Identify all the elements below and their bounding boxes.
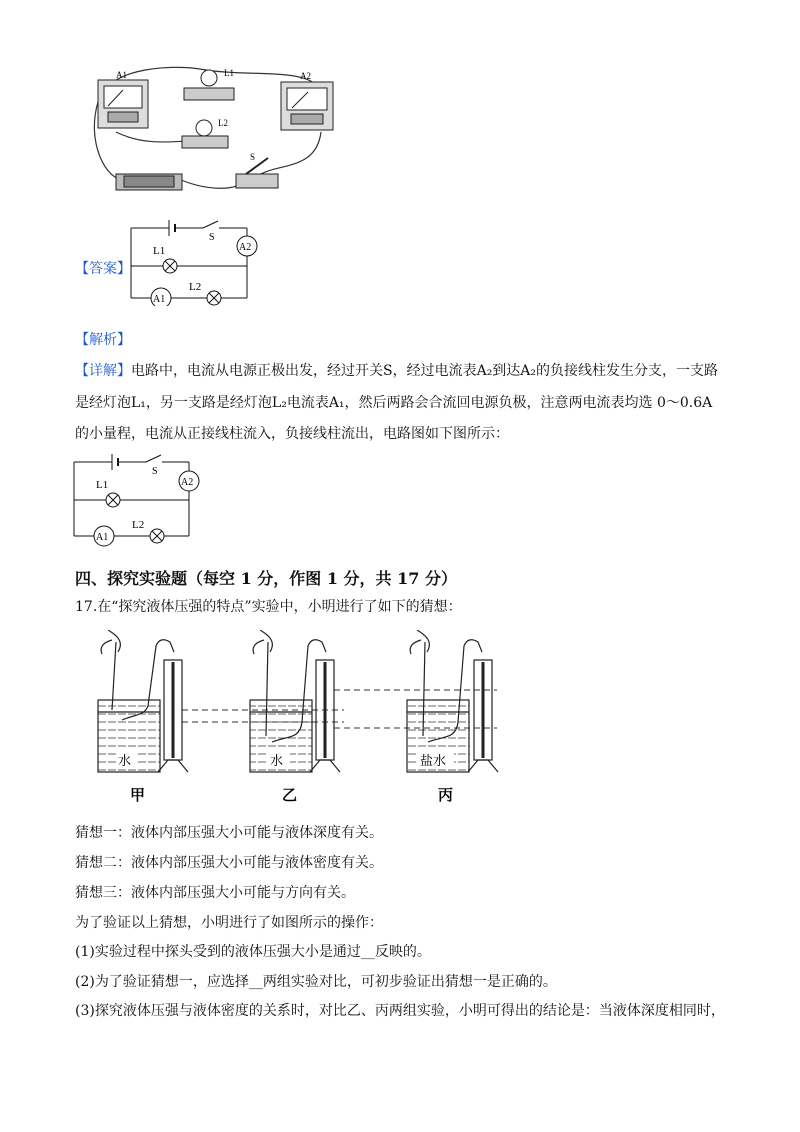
circuit-photo-sketch [86,62,336,200]
ans-meter1-label: A1 [153,294,166,305]
question-part-2: (2)为了验证猜想一，应选择__两组实验对比，可初步验证出猜想一是正确的。 [75,974,557,990]
photo-label-l2: L2 [218,118,228,128]
analysis-circuit-diagram [68,448,208,548]
guess-1: 猜想一：液体内部压强大小可能与液体深度有关。 [75,825,383,841]
analysis-line2: 是经灯泡L₁，另一支路是经灯泡L₂电流表A₁，然后两路会合流回电源负极，注意两电流表均选 0～0.6A [75,395,713,411]
guess-2: 猜想二：液体内部压强大小可能与液体密度有关。 [75,855,383,871]
beaker-yi [250,630,340,772]
photo-label-a1: A1 [116,70,127,80]
ana-lamp1-label: L1 [96,479,109,491]
ans-meter2-label: A2 [239,242,252,253]
beaker-jia [98,630,188,772]
answer-tag: 【答案】 [75,261,131,277]
liquid-pressure-figure [72,630,532,805]
ans-lamp1-label: L1 [153,245,166,257]
beaker-bing [407,630,498,772]
analysis-line1-text: 电路中，电流从电源正极出发，经过开关S，经过电流表A₂到达A₂的负接线柱发生分支，一支路 [131,363,719,379]
section-title: 四、探究实验题（每空 1 分，作图 1 分，共 17 分） [75,569,457,588]
photo-label-l1: L1 [224,68,234,78]
caption-bing: 丙 [438,788,454,804]
photo-label-a2: A2 [300,71,311,81]
ana-meter2-label: A2 [181,477,194,488]
guess-3: 猜想三：液体内部压强大小可能与方向有关。 [75,885,355,901]
verify-line: 为了验证以上猜想，小明进行了如图所示的操作： [75,915,383,931]
question-part-1: (1)实验过程中探头受到的液体压强大小是通过__反映的。 [75,944,431,960]
photo-label-s: S [250,152,256,162]
q17-intro: 17.在“探究液体压强的特点”实验中，小明进行了如下的猜想： [75,599,462,615]
ana-meter1-label: A1 [96,532,109,543]
question-part-3: (3)探究液体压强与液体密度的关系时，对比乙、丙两组实验，小明可得出的结论是：当液体深度相同时， [75,1003,725,1019]
ana-lamp2-label: L2 [132,519,145,531]
liquid-label-jia: 水 [118,753,132,768]
detail-tag: 【详解】 [75,363,131,379]
analysis-line1 [75,361,718,381]
analysis-tag: 【解析】 [75,332,131,348]
analysis-circuit-svg [68,448,208,548]
circuit-photo [86,62,336,200]
ana-switch-label: S [152,466,158,477]
analysis-line3: 的小量程，电流从正接线柱流入，负接线柱流出，电路图如下图所示： [75,426,509,442]
ans-lamp2-label: L2 [189,281,202,293]
answer-circuit-diagram [125,216,265,306]
caption-jia: 甲 [130,788,146,804]
caption-yi: 乙 [282,788,298,804]
ans-switch-label: S [209,232,215,243]
liquid-label-yi: 水 [270,753,284,768]
answer-circuit-svg [125,216,265,306]
liquid-pressure-svg [72,630,532,805]
liquid-label-bing: 盐水 [420,753,447,768]
